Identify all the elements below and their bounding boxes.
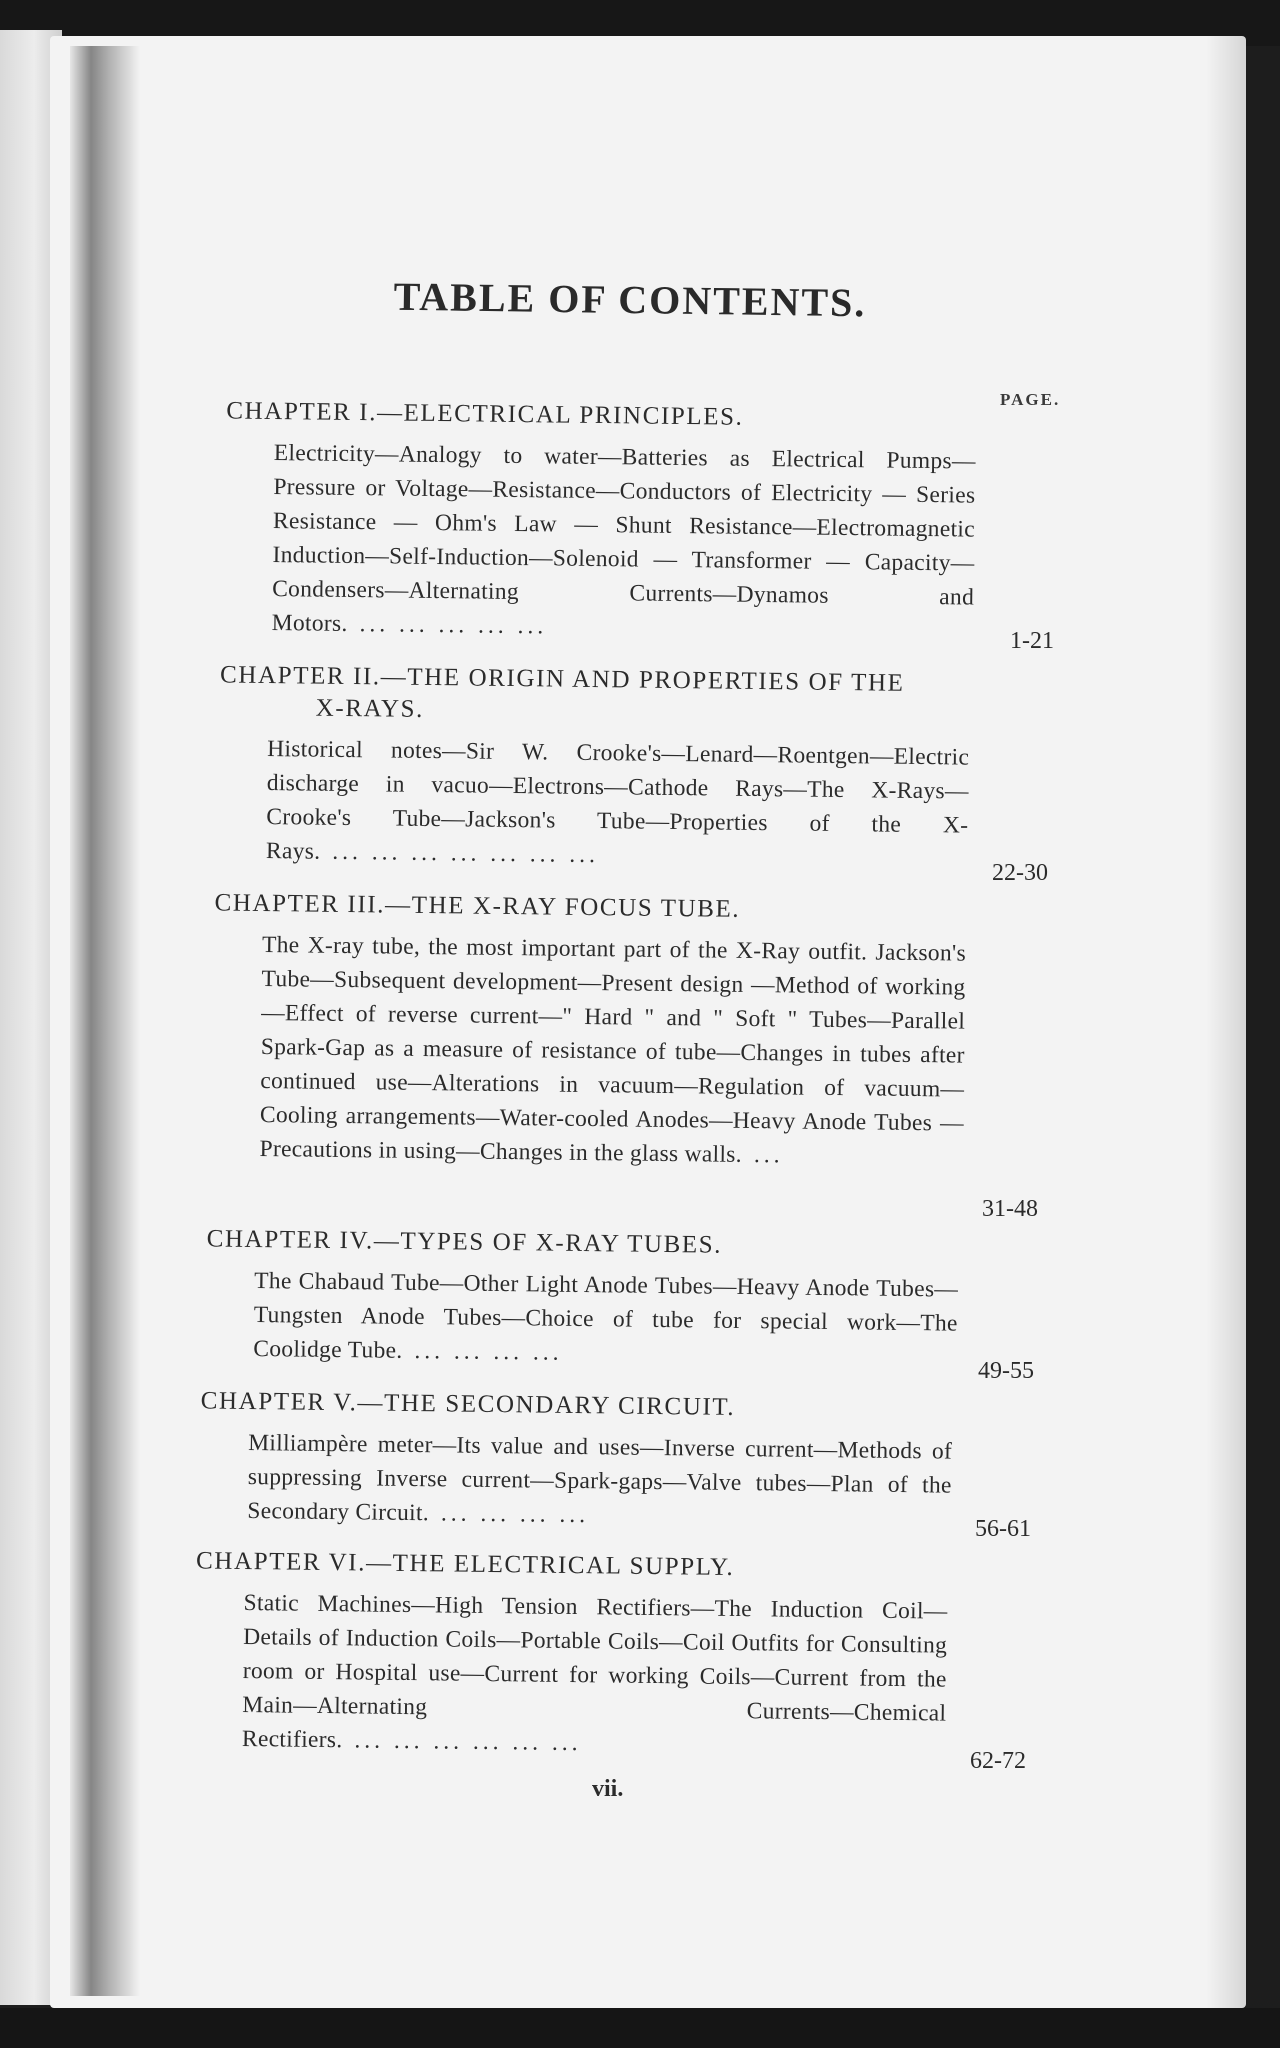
dot-leader: ... ... ... ... ... ... ... — [332, 838, 600, 869]
chapter-summary-text: Electricity—Analogy to water—Batteries as Electrical Pumps—Pressure or Voltage—Resistance—Conductors of Electricity — Series Resistance — Ohm's Law — Shunt Resistance—Electromagnetic Induction—Self-Induction—Solenoid — Transformer — Capacity—Condensers—Alternating Currents—Dynamos and Motors. — [271, 440, 976, 637]
toc-entry-chapter-2 — [218, 659, 970, 876]
chapter-summary-text: Static Machines—High Tension Rectifiers—The Induction Coil—Details of Induction Coils—Portable Coils—Coil Outfits for Consulting room or Hospital use—Current for working Coils—Current from the Main—Alternating Currents—Chemical Rectifiers. — [241, 1589, 948, 1754]
chapter-heading-text: CHAPTER II.—THE ORIGIN AND PROPERTIES OF THE — [219, 661, 905, 697]
chapter-page-range: 1-21 — [1010, 628, 1054, 654]
chapter-page-range: 56-61 — [975, 1516, 1031, 1542]
page-edge-shadow — [1206, 36, 1246, 2008]
scan-bottom-edge — [0, 2008, 1280, 2048]
chapter-heading-text: CHAPTER I.—ELECTRICAL PRINCIPLES. — [226, 397, 744, 431]
toc-entry-chapter-5 — [199, 1385, 953, 1536]
chapter-page-range: 22-30 — [992, 860, 1048, 886]
chapter-page-range: 62-72 — [970, 1748, 1026, 1774]
gutter-shadow — [70, 46, 140, 1996]
chapter-summary-text: The X-ray tube, the most important part of the X-Ray outfit. Jackson's Tube—Subsequent development—Present design —Method of working—Effect of reverse current—" Hard " and " Soft " Tubes—Parallel Spark-Gap as a measure of resistance of tube—Changes in tubes after continued use—Alterations in vacuum—Regulation of vacuum—Cooling arrangements—Water-cooled Anodes—Heavy Anode Tubes —Precautions in using—Changes in the glass walls. — [259, 931, 967, 1168]
chapter-summary-text: Historical notes—Sir W. Crooke's—Lenard—Roentgen—Electric discharge in vacuo—Electrons—Cathode Rays—The X-Rays—Crooke's Tube—Jackson's Tube—Properties of the X-Rays. — [265, 736, 970, 865]
chapter-heading-text: CHAPTER V.—THE SECONDARY CIRCUIT. — [200, 1387, 736, 1421]
dot-leader: ... ... ... ... ... — [359, 611, 548, 640]
chapter-heading-text: CHAPTER VI.—THE ELECTRICAL SUPPLY. — [195, 1547, 735, 1581]
chapter-page-range: 31-48 — [982, 1196, 1038, 1222]
toc-entry-chapter-4 — [205, 1223, 959, 1374]
chapter-heading — [220, 659, 971, 732]
dot-leader: ... ... ... ... ... ... — [354, 1727, 582, 1757]
toc-entry-chapter-6 — [194, 1545, 949, 1764]
toc-entry-chapter-1 — [224, 395, 977, 648]
chapter-summary-text: The Chabaud Tube—Other Light Anode Tubes—Heavy Anode Tubes—Tungsten Anode Tubes—Choice of tube for special work—The Coolidge Tube. — [253, 1267, 959, 1364]
dot-leader: ... — [753, 1142, 784, 1169]
chapter-summary-text: Milliampère meter—Its value and uses—Inverse current—Methods of suppressing Inverse current—Spark-gaps—Valve tubes—Plan of the Secondary Circuit. — [247, 1429, 953, 1527]
page-column-label: PAGE. — [1000, 390, 1061, 409]
dot-leader: ... ... ... ... — [440, 1500, 590, 1529]
chapter-summary — [205, 1263, 958, 1374]
page-title: TABLE OF CONTENTS. — [393, 273, 867, 326]
page-number: vii. — [592, 1776, 624, 1802]
chapter-heading-text: CHAPTER IV.—TYPES OF X-RAY TUBES. — [206, 1225, 723, 1259]
chapter-heading-text: CHAPTER III.—THE X-RAY FOCUS TUBE. — [214, 889, 741, 923]
chapter-summary — [224, 435, 976, 648]
chapter-page-range: 49-55 — [978, 1358, 1034, 1384]
chapter-summary — [199, 1425, 952, 1536]
dot-leader: ... ... ... ... — [414, 1337, 563, 1366]
chapter-summary — [218, 731, 970, 876]
chapter-summary — [211, 927, 966, 1174]
chapter-summary — [194, 1585, 948, 1764]
chapter-heading-continuation: X-RAYS. — [315, 694, 425, 723]
toc-entry-chapter-3 — [211, 887, 966, 1174]
